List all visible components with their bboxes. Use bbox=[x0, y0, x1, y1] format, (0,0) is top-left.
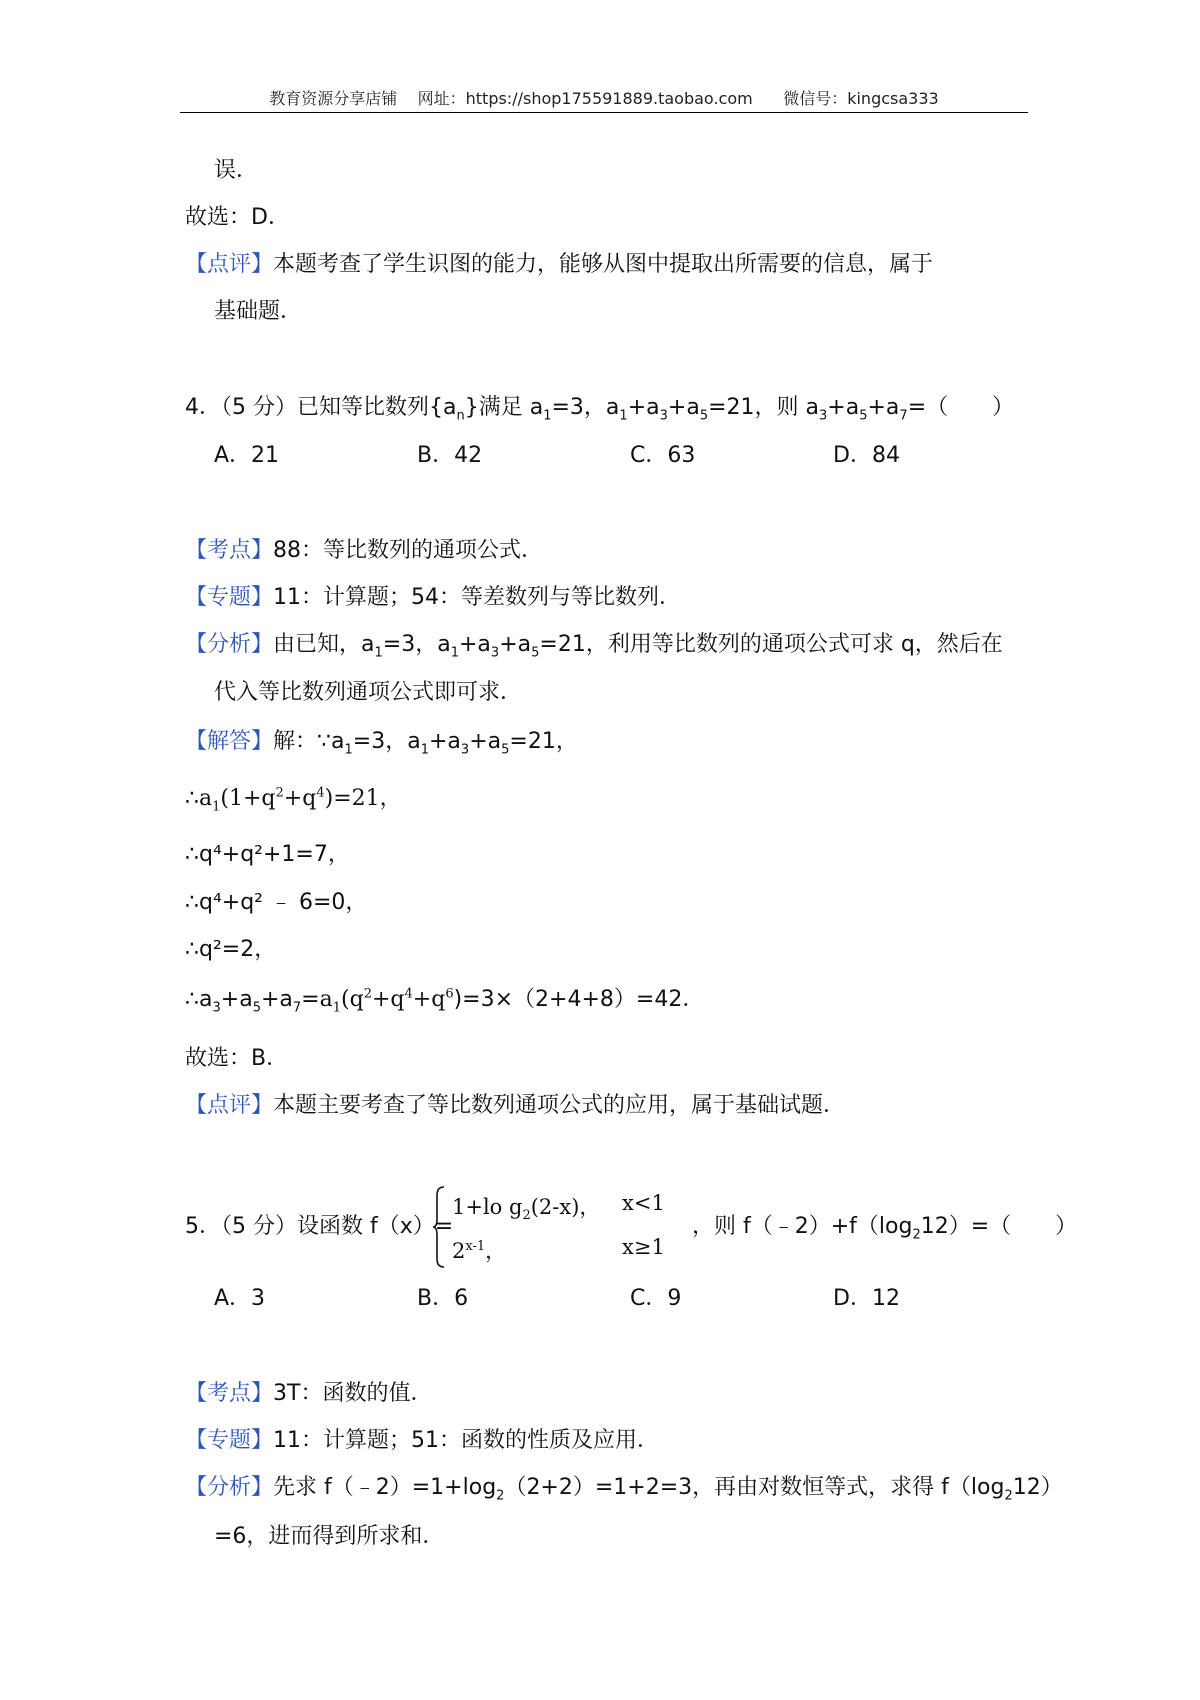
prev-select: 故选：D． bbox=[185, 205, 290, 230]
q4-jieda: 【解答】解：$\because a_1=3$，$a_1+a_3+a_5=21$， bbox=[185, 729, 578, 758]
q5-kaodian: 【考点】3T：函数的值． bbox=[185, 1381, 433, 1406]
q4-comment: 【点评】本题主要考查了等比数列通项公式的应用，属于基础试题． bbox=[185, 1093, 846, 1118]
q5-fenxi-line2: =6，进而得到所求和． bbox=[214, 1524, 445, 1549]
q4-option-b: B．42 bbox=[417, 443, 483, 468]
prev-line: 误． bbox=[214, 158, 259, 183]
cond-1: x<1 bbox=[622, 1191, 665, 1215]
q4-zhuanti: 【专题】11：计算题；54：等差数列与等比数列． bbox=[185, 585, 682, 610]
q5-piecewise bbox=[432, 1185, 672, 1269]
q4-step1: $\therefore a_1(1+q^2+q^4)=21$， bbox=[185, 785, 402, 815]
page-header: 教育资源分享店铺 网址：https://shop175591889.taobao.com 微信号：kingcsa333 bbox=[269, 89, 939, 108]
comment-tag: 【点评】 bbox=[185, 252, 274, 277]
prev-comment bbox=[185, 250, 933, 280]
q5-stem-right: ，则 $f(﹣2)+f(\log_212)=$（ ） bbox=[692, 1214, 1078, 1243]
comment-text: 本题考查了学生识图的能力，能够从图中提取出所需要的信息，属于 bbox=[273, 252, 934, 277]
q4-stem: 4．（5 分）已知等比数列$\{a_n\}$满足 $a_1=3$，$a_1+a_3+a_5=21$，则 $a_3+a_5+a_7=$（ ） bbox=[185, 395, 1015, 424]
q4-fenxi-line2: 代入等比数列通项公式即可求． bbox=[214, 680, 523, 705]
piece-1: 1+lo $g_2(2-x)$， bbox=[452, 1195, 601, 1224]
cond-2: x≥1 bbox=[622, 1235, 665, 1259]
q4-step4: ∴q²=2， bbox=[185, 937, 277, 962]
header-rule bbox=[180, 112, 1028, 113]
q4-option-d: D．84 bbox=[833, 443, 900, 468]
q4-select: 故选：B． bbox=[185, 1046, 289, 1071]
prev-comment-line2: 基础题． bbox=[214, 299, 303, 324]
q4-fenxi: 【分析】由已知，$a_1=3$，$a_1+a_3+a_5=21$，利用等比数列的通项公式可求 q，然后在 bbox=[185, 632, 1003, 661]
q5-zhuanti: 【专题】11：计算题；51：函数的性质及应用． bbox=[185, 1428, 660, 1453]
q5-option-d: D．12 bbox=[833, 1286, 900, 1311]
q4-step2: ∴q⁴+q²+1=7， bbox=[185, 842, 350, 867]
q5-stem-left: 5．（5 分）设函数 f（x）= bbox=[185, 1214, 454, 1239]
q4-kaodian: 【考点】88：等比数列的通项公式． bbox=[185, 538, 544, 563]
q4-option-a: A．21 bbox=[214, 443, 280, 468]
piece-2: 2$^{x-1}$， bbox=[452, 1239, 507, 1263]
q4-step5: $\therefore a_3+a_5+a_7=a_1(q^2+q^4+q^6)=3\times(2+4+8)=42$． bbox=[185, 986, 705, 1016]
q5-option-c: C．9 bbox=[630, 1286, 682, 1311]
q5-option-a: A．3 bbox=[214, 1286, 266, 1311]
q4-option-c: C．63 bbox=[630, 443, 696, 468]
brace-icon bbox=[432, 1185, 446, 1269]
q4-step3: ∴q⁴+q² ﹣ 6=0， bbox=[185, 890, 368, 915]
q5-option-b: B．6 bbox=[417, 1286, 469, 1311]
q5-fenxi: 【分析】先求 $f(﹣2)=1+\log_2(2+2)=1+2=3$，再由对数恒等式，求得 $f(\log_212)$ bbox=[185, 1475, 1063, 1504]
